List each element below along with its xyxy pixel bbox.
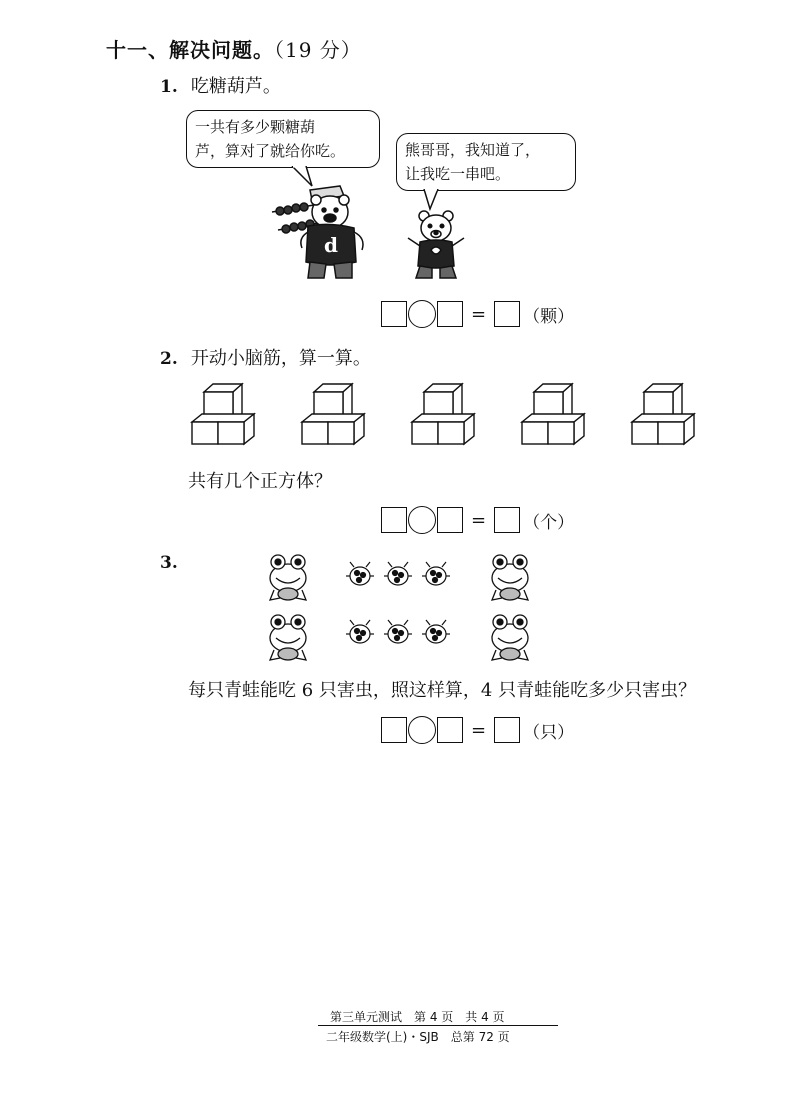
question-2-header — [160, 344, 371, 370]
answer-box-1c[interactable] — [494, 301, 520, 327]
equals-sign-2: = — [471, 509, 487, 531]
answer-box-3b[interactable] — [437, 717, 463, 743]
section-heading: 解决问题。 — [169, 38, 274, 62]
question-1-number: 1. — [160, 77, 178, 97]
cube-group-3 — [412, 384, 474, 444]
speech-bubble-big-bear — [186, 110, 380, 168]
question-2-text: 开动小脑筋，算一算。 — [190, 348, 371, 369]
speech-bubble-small-bear — [396, 133, 576, 191]
answer-box-2c[interactable] — [494, 507, 520, 533]
answer-equation-1 — [381, 300, 574, 328]
question-1-header — [160, 72, 281, 98]
frog-3 — [270, 615, 306, 660]
footer-divider — [318, 1025, 558, 1026]
section-title — [106, 34, 362, 63]
cube-group-1 — [192, 384, 254, 444]
answer-equation-3 — [381, 716, 574, 744]
cube-group-4 — [522, 384, 584, 444]
frog-1 — [270, 555, 306, 600]
answer-box-1b[interactable] — [437, 301, 463, 327]
unit-label-1: （颗） — [523, 306, 575, 327]
answer-box-2b[interactable] — [437, 507, 463, 533]
bubble-small-line-2: 让我吃一串吧。 — [405, 165, 511, 183]
small-bear-icon — [404, 208, 468, 280]
frog-4 — [492, 615, 528, 660]
cube-group-2 — [302, 384, 364, 444]
section-points: （19 分） — [274, 38, 362, 62]
svg-text:d: d — [324, 233, 338, 257]
cube-groups-figure — [186, 382, 706, 448]
unit-label-3: （只） — [523, 722, 575, 743]
answer-box-1a[interactable] — [381, 301, 407, 327]
question-2-subquestion: 共有几个正方体？ — [188, 471, 332, 492]
big-bear-icon — [268, 182, 378, 282]
question-3-number: 3. — [160, 553, 178, 573]
answer-box-2a[interactable] — [381, 507, 407, 533]
frogs-and-pests-figure — [264, 548, 544, 668]
pest-row-1 — [346, 562, 450, 585]
operator-circle-3[interactable] — [408, 716, 436, 744]
question-3-header — [160, 553, 178, 573]
equals-sign-1: = — [471, 303, 487, 325]
operator-circle-1[interactable] — [408, 300, 436, 328]
footer-book-info: 二年级数学(上)・SJB 总第 72 页 — [326, 1030, 510, 1044]
question-1-text: 吃糖葫芦。 — [190, 76, 281, 97]
question-3-text: 每只青蛙能吃 6 只害虫，照这样算，4 只青蛙能吃多少只害虫？ — [188, 680, 697, 701]
frog-2 — [492, 555, 528, 600]
bubble-big-line-2: 芦，算对了就给你吃。 — [195, 142, 346, 160]
answer-equation-2 — [381, 506, 574, 534]
footer-page-info: 第三单元测试 第 4 页 共 4 页 — [330, 1010, 505, 1024]
equals-sign-3: = — [471, 719, 487, 741]
unit-label-2: （个） — [523, 512, 575, 533]
pest-row-2 — [346, 620, 450, 643]
question-2-number: 2. — [160, 349, 178, 369]
cube-group-5 — [632, 384, 694, 444]
bubble-big-line-1: 一共有多少颗糖葫 — [195, 118, 316, 136]
operator-circle-2[interactable] — [408, 506, 436, 534]
bubble-small-line-1: 熊哥哥，我知道了， — [405, 141, 541, 159]
section-number: 十一、 — [106, 38, 169, 62]
answer-box-3a[interactable] — [381, 717, 407, 743]
answer-box-3c[interactable] — [494, 717, 520, 743]
